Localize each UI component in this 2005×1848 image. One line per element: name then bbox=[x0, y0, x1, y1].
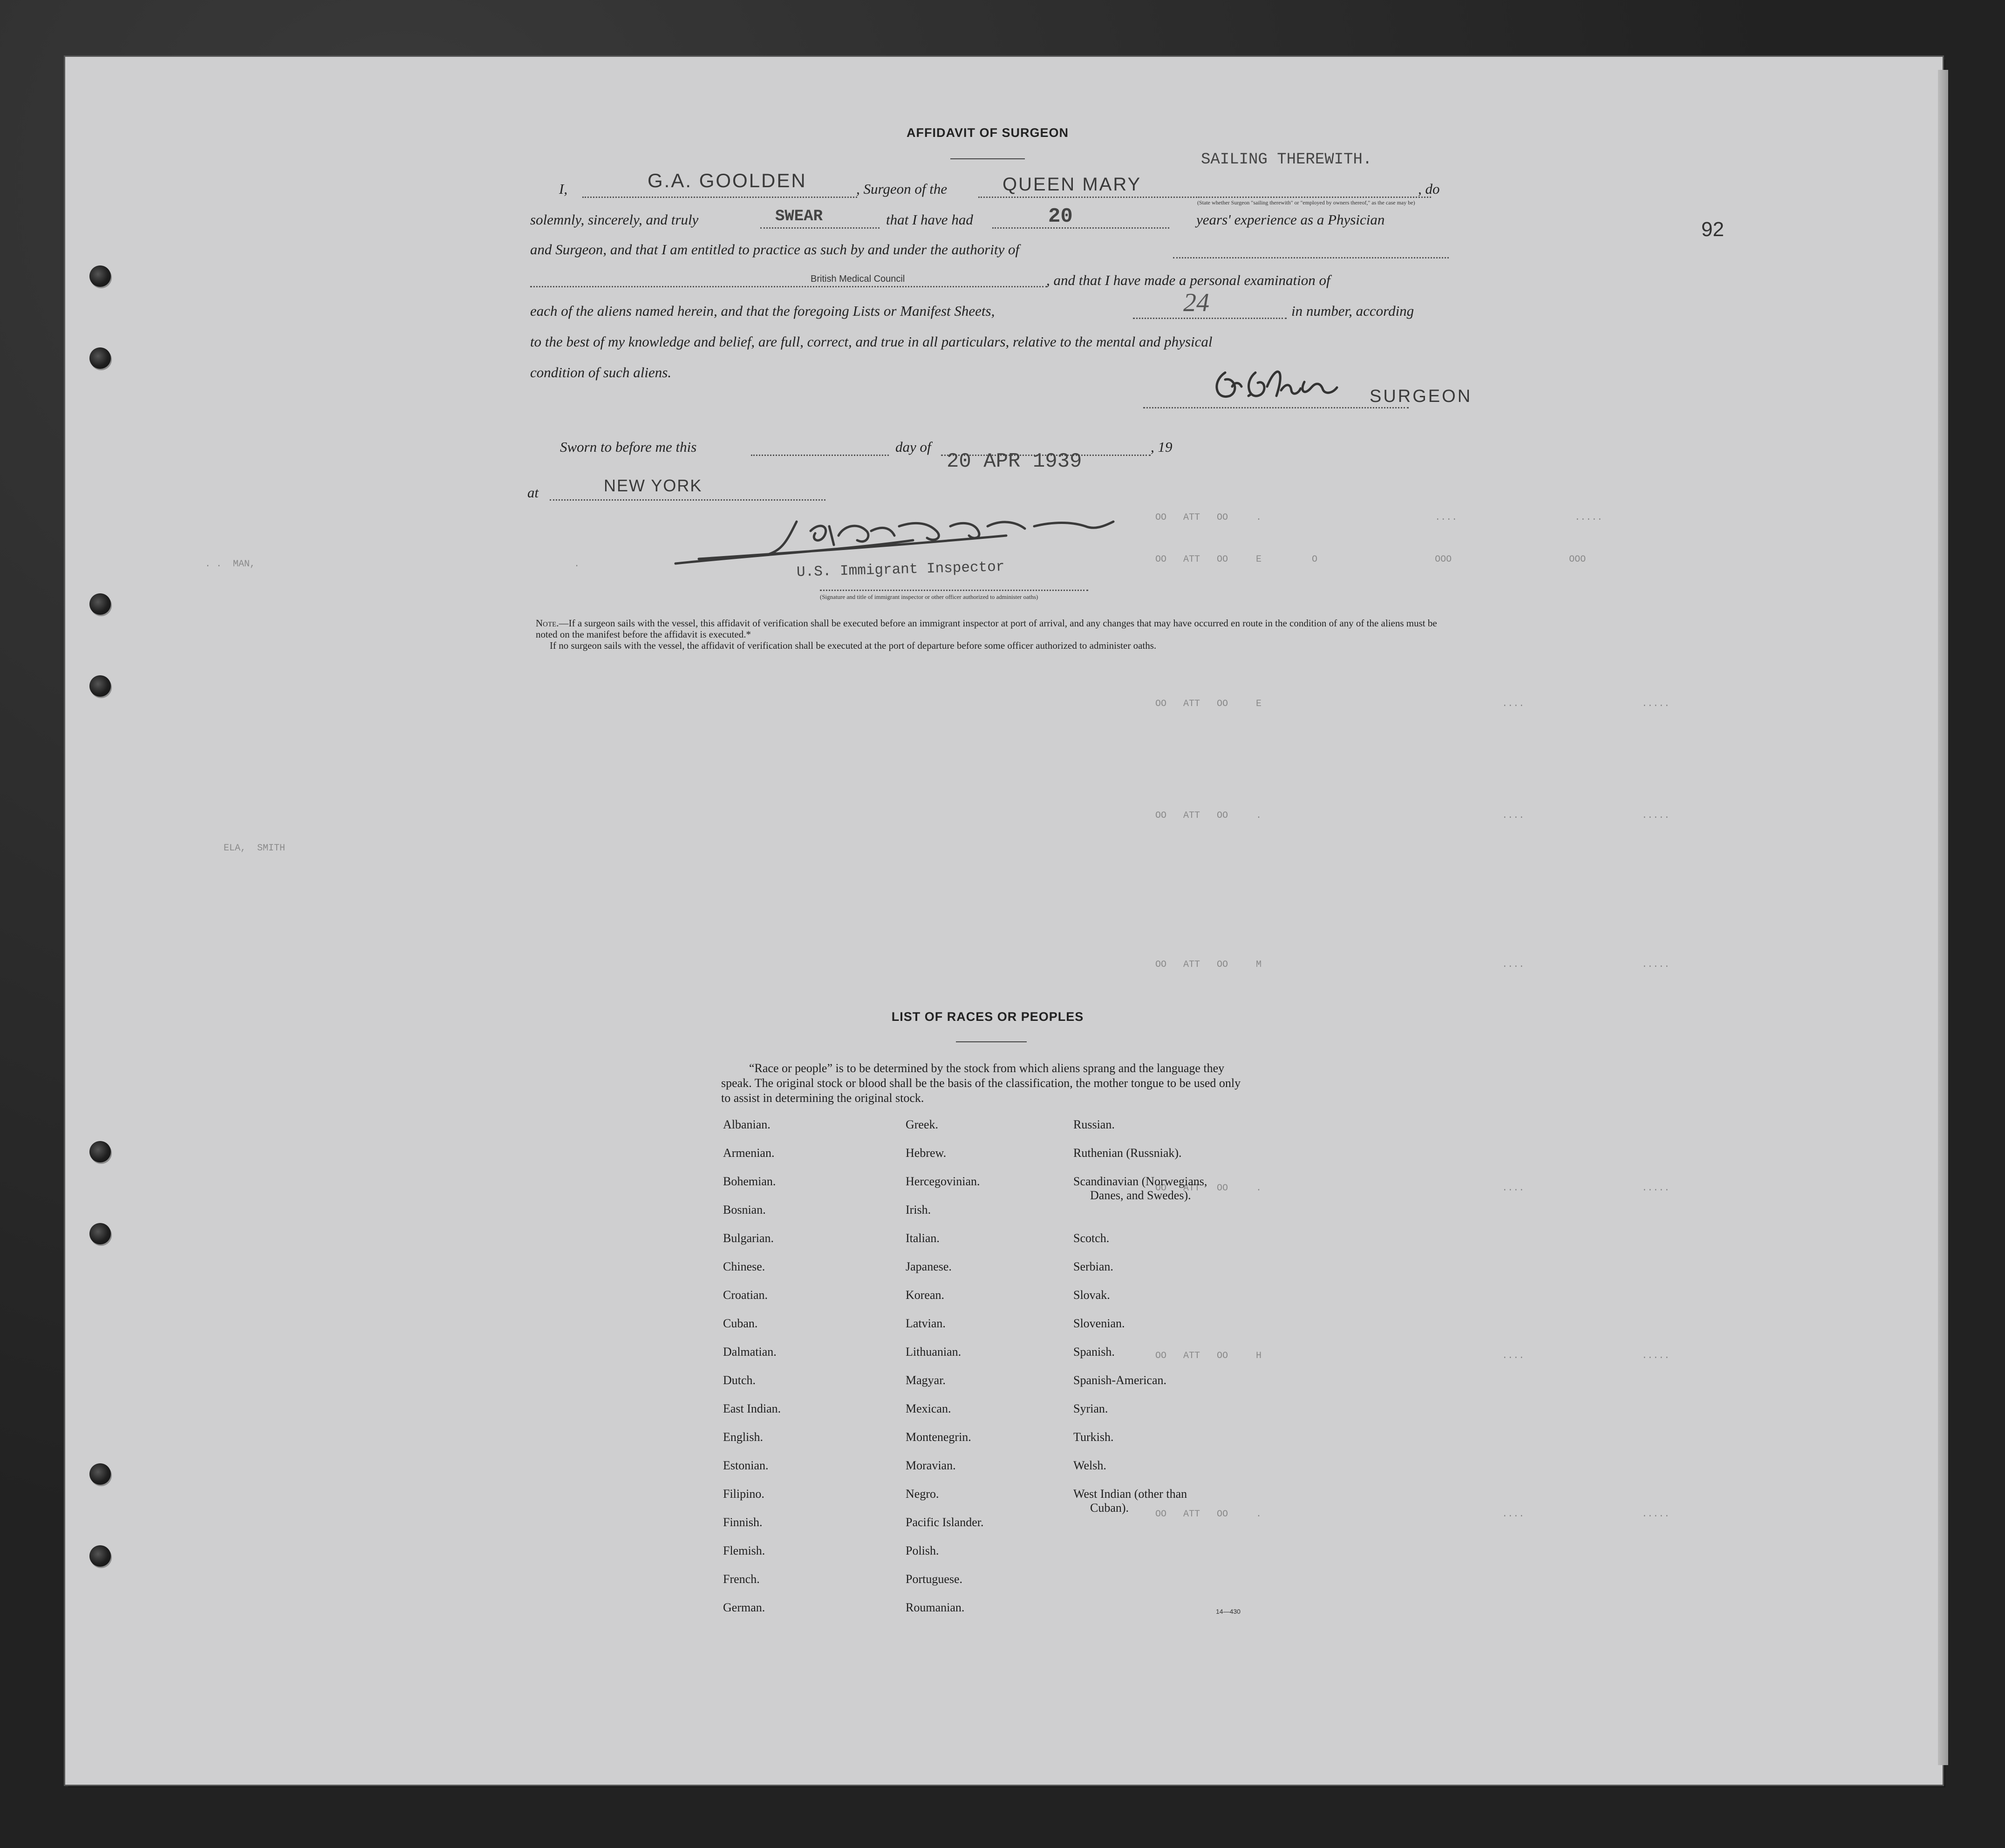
race-item-label: Scandinavian (Norwegians, bbox=[1073, 1175, 1207, 1188]
race-item: Bohemian. bbox=[723, 1175, 776, 1188]
heading-rule bbox=[950, 158, 1025, 159]
sworn-pre: Sworn to before me this bbox=[560, 439, 697, 455]
sworn-date-stamp: 20 APR 1939 bbox=[947, 450, 1082, 473]
affidavit-line6: to the best of my knowledge and belief, are full, correct, and true in all particulars, relative to the mental and physical bbox=[530, 333, 1213, 350]
race-item: Finnish. bbox=[723, 1515, 763, 1529]
affidavit-line2-mid: that I have had bbox=[886, 211, 973, 228]
race-item-label: Serbian. bbox=[1073, 1260, 1113, 1273]
race-item: Armenian. bbox=[723, 1146, 775, 1160]
race-item: Cuban. bbox=[723, 1317, 758, 1330]
bleed-through-text: OO ATT OO H .... ..... bbox=[1155, 1351, 1670, 1361]
races-heading: LIST OF RACES OR PEOPLES bbox=[891, 1010, 1084, 1024]
punch-hole-icon bbox=[89, 347, 111, 369]
affidavit-heading: AFFIDAVIT OF SURGEON bbox=[907, 126, 1069, 140]
race-item-label: Ruthenian (Russniak). bbox=[1073, 1146, 1182, 1160]
authority-line-1 bbox=[1173, 257, 1449, 258]
race-item-label: Syrian. bbox=[1073, 1402, 1108, 1415]
race-item-continuation: Danes, and Swedes). bbox=[1090, 1189, 1191, 1202]
race-item: East Indian. bbox=[723, 1402, 781, 1415]
race-item: Pacific Islander. bbox=[906, 1515, 984, 1529]
race-item: Roumanian. bbox=[906, 1601, 965, 1614]
race-item: Flemish. bbox=[723, 1544, 765, 1557]
race-item-label: Turkish. bbox=[1073, 1430, 1114, 1444]
sworn-day-of: day of bbox=[895, 439, 931, 455]
race-item bbox=[1073, 1487, 1207, 1515]
race-item bbox=[1073, 1175, 1207, 1231]
race-item: English. bbox=[723, 1430, 763, 1444]
race-item-label: Russian. bbox=[1073, 1118, 1115, 1131]
race-item-label: Scotch. bbox=[1073, 1231, 1110, 1245]
sheets-value: 24 bbox=[1183, 288, 1209, 317]
races-column-3 bbox=[1073, 1118, 1207, 1515]
status-line bbox=[1198, 197, 1431, 198]
punch-hole-icon bbox=[89, 265, 111, 287]
bleed-through-text: OO ATT OO . .... ..... bbox=[1155, 1509, 1670, 1520]
bleed-through-text: OO ATT OO . .... ..... bbox=[1155, 810, 1670, 821]
authority-value: British Medical Council bbox=[811, 274, 905, 284]
affidavit-line7: condition of such aliens. bbox=[530, 364, 672, 380]
race-item: Dutch. bbox=[723, 1373, 756, 1387]
form-code: 14—430 bbox=[1216, 1608, 1241, 1615]
race-item: Montenegrin. bbox=[906, 1430, 971, 1444]
place-line bbox=[550, 499, 825, 501]
bleed-through-text: OO ATT OO . .... ..... bbox=[1155, 512, 1603, 523]
punch-hole-icon bbox=[89, 675, 111, 697]
race-item-label: Welsh. bbox=[1073, 1459, 1106, 1472]
bleed-through-text: OO ATT OO E .... ..... bbox=[1155, 699, 1670, 709]
race-item bbox=[1073, 1231, 1207, 1260]
race-item-label: Spanish-American. bbox=[1073, 1373, 1167, 1387]
bleed-through-text: OO ATT OO M .... ..... bbox=[1155, 959, 1670, 970]
races-column-1 bbox=[723, 1118, 781, 1629]
signature-title: SURGEON bbox=[1370, 387, 1473, 406]
race-item: Magyar. bbox=[906, 1373, 946, 1387]
status-note: (State whether Surgeon "sailing therewith" or "employed by owners thereof," as the case may be) bbox=[1197, 199, 1415, 206]
note-text-2: If no surgeon sails with the vessel, the affidavit of verification shall be executed at the port of departure before some officer authorized to administer oaths. bbox=[550, 640, 1157, 651]
race-item bbox=[1073, 1118, 1207, 1146]
race-item bbox=[1073, 1345, 1207, 1373]
race-item: Chinese. bbox=[723, 1260, 765, 1273]
race-item: Italian. bbox=[906, 1231, 940, 1245]
race-item: French. bbox=[723, 1572, 760, 1586]
at-label: at bbox=[527, 484, 539, 501]
race-item: Negro. bbox=[906, 1487, 939, 1501]
ship-name-line bbox=[978, 197, 1197, 198]
race-item: Greek. bbox=[906, 1118, 939, 1131]
race-item-label: Slovak. bbox=[1073, 1288, 1110, 1302]
affidavit-line4-post: , and that I have made a personal examination of bbox=[1046, 272, 1330, 288]
bleed-through-text: . . MAN, . bbox=[205, 559, 580, 570]
document-page bbox=[65, 57, 1943, 1785]
affidavit-line1-mid: , Surgeon of the bbox=[856, 181, 948, 197]
punch-hole-icon bbox=[89, 1463, 111, 1485]
race-item: Croatian. bbox=[723, 1288, 768, 1302]
page-edge bbox=[1938, 70, 1948, 1765]
race-item-label: Spanish. bbox=[1073, 1345, 1115, 1359]
race-item: Korean. bbox=[906, 1288, 945, 1302]
oath-line bbox=[760, 227, 880, 229]
affidavit-line3: and Surgeon, and that I am entitled to practice as such by and under the authority of bbox=[530, 241, 1020, 258]
sheets-line bbox=[1133, 318, 1287, 319]
surgeon-name-line bbox=[582, 197, 857, 198]
races-heading-rule bbox=[956, 1041, 1027, 1042]
race-item bbox=[1073, 1260, 1207, 1288]
sworn-day-line bbox=[751, 455, 889, 456]
race-item: Dalmatian. bbox=[723, 1345, 777, 1359]
race-item: Hebrew. bbox=[906, 1146, 947, 1160]
race-item: Bosnian. bbox=[723, 1203, 766, 1216]
race-item: Moravian. bbox=[906, 1459, 956, 1472]
race-item: Filipino. bbox=[723, 1487, 764, 1501]
race-item-label: Slovenian. bbox=[1073, 1317, 1125, 1330]
race-item: Estonian. bbox=[723, 1459, 769, 1472]
race-item bbox=[1073, 1402, 1207, 1430]
surgeon-signature bbox=[1207, 354, 1365, 410]
race-item: Latvian. bbox=[906, 1317, 946, 1330]
race-item: Polish. bbox=[906, 1544, 939, 1557]
race-item: Hercegovinian. bbox=[906, 1175, 980, 1188]
races-intro: “Race or people” is to be determined by the stock from which aliens sprang and the language they speak. The original stock or blood shall be the basis of the classification, the mother tongue to be used only to assist in determining the original stock. bbox=[721, 1061, 1241, 1105]
inspector-line bbox=[820, 590, 1088, 591]
punch-hole-icon bbox=[89, 593, 111, 615]
ship-name: QUEEN MARY bbox=[1002, 174, 1142, 195]
race-item: Portuguese. bbox=[906, 1572, 963, 1586]
oath-stamp: SWEAR bbox=[775, 208, 823, 225]
surgeon-name: G.A. GOOLDEN bbox=[648, 170, 807, 191]
race-item-continuation: Cuban). bbox=[1090, 1501, 1129, 1515]
affidavit-line1-post: , do bbox=[1418, 181, 1440, 197]
inspector-title: U.S. Immigrant Inspector bbox=[796, 559, 1005, 581]
years-line bbox=[992, 227, 1169, 229]
punch-hole-icon bbox=[89, 1141, 111, 1162]
affidavit-line2-pre: solemnly, sincerely, and truly bbox=[530, 211, 699, 228]
race-item bbox=[1073, 1430, 1207, 1459]
punch-hole-icon bbox=[89, 1545, 111, 1567]
race-item: Mexican. bbox=[906, 1402, 951, 1415]
place-value: NEW YORK bbox=[604, 476, 702, 495]
sworn-year: , 19 bbox=[1151, 439, 1173, 455]
affidavit-line2-post: years' experience as a Physician bbox=[1196, 211, 1385, 228]
race-item: Japanese. bbox=[906, 1260, 952, 1273]
inspector-signature bbox=[671, 503, 1155, 568]
bleed-through-text: OO ATT OO E O OOO OOO bbox=[1155, 554, 1586, 565]
race-item: Lithuanian. bbox=[906, 1345, 962, 1359]
page-number: 92 bbox=[1701, 218, 1724, 241]
race-item bbox=[1073, 1459, 1207, 1487]
race-item: Albanian. bbox=[723, 1118, 771, 1131]
years-value: 20 bbox=[1048, 205, 1073, 228]
race-item: German. bbox=[723, 1601, 765, 1614]
bleed-through-text: OO ATT OO . .... ..... bbox=[1155, 1183, 1670, 1194]
affidavit-line1-pre: I, bbox=[559, 181, 568, 197]
race-item: Bulgarian. bbox=[723, 1231, 774, 1245]
affidavit-line5-post: in number, according bbox=[1291, 303, 1414, 319]
race-item bbox=[1073, 1288, 1207, 1317]
note-label: Note. bbox=[536, 618, 559, 629]
bleed-through-text: ELA, SMITH bbox=[224, 843, 286, 854]
race-item bbox=[1073, 1317, 1207, 1345]
sailing-status-stamp: SAILING THEREWITH. bbox=[1201, 151, 1372, 169]
note-text: —If a surgeon sails with the vessel, this affidavit of verification shall be executed before an immigrant inspector at port of arrival, and any changes that may have occurred en route in the condition of any of the aliens must be noted on the manifest before the affidavit is executed.* bbox=[536, 618, 1437, 640]
authority-line-2 bbox=[530, 286, 1047, 287]
races-column-2 bbox=[906, 1118, 984, 1629]
race-item-label: West Indian (other than bbox=[1073, 1487, 1187, 1501]
race-item bbox=[1073, 1373, 1207, 1402]
inspector-note: (Signature and title of immigrant inspector or other officer authorized to administer oaths) bbox=[820, 593, 1038, 600]
punch-hole-icon bbox=[89, 1223, 111, 1244]
race-item bbox=[1073, 1146, 1207, 1175]
surgeon-signature-line bbox=[1143, 407, 1409, 408]
affidavit-line5-pre: each of the aliens named herein, and that the foregoing Lists or Manifest Sheets, bbox=[530, 303, 995, 319]
race-item: Irish. bbox=[906, 1203, 931, 1216]
affidavit-note bbox=[536, 618, 1453, 651]
